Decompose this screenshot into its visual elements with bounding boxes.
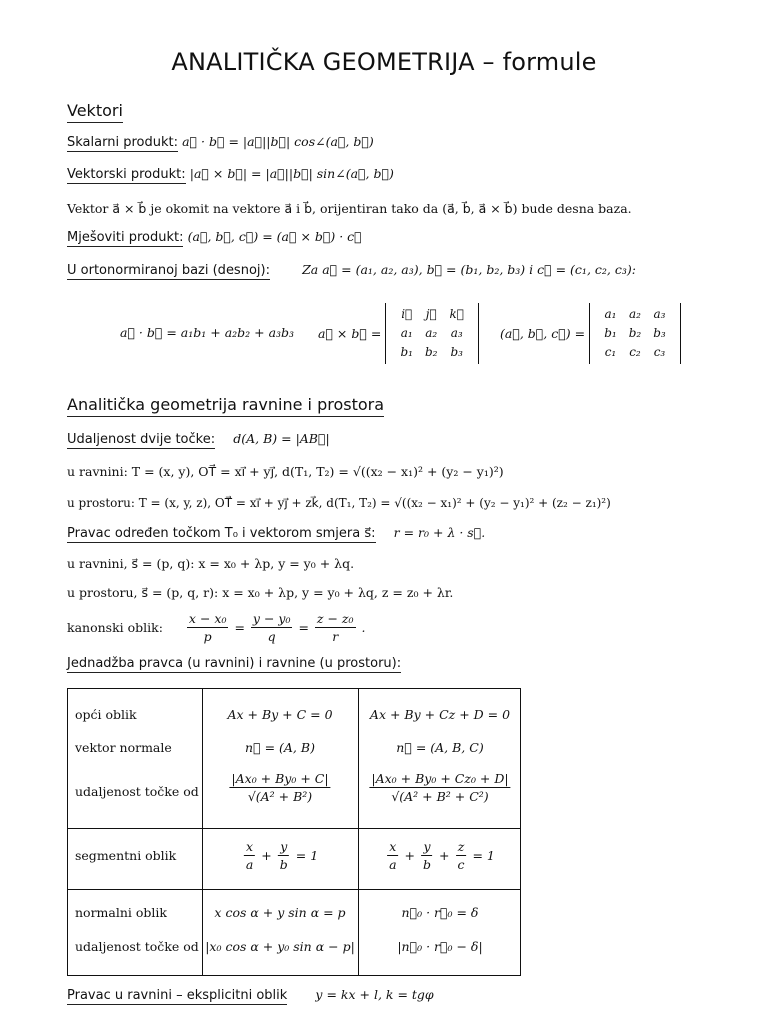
pravac-prostoru-line: u prostoru, s⃗ = (p, q, r): x = x₀ + λp, y = y₀ + λq, z = z₀ + λr. xyxy=(67,585,454,600)
fraction-denominator: b xyxy=(279,857,288,872)
ortonormirana-baza-row xyxy=(67,262,636,278)
cross-cell: i⃗ xyxy=(401,307,413,321)
table-label-normalni-oblik: normalni oblik xyxy=(75,905,167,920)
kanonski-fraction xyxy=(251,611,293,644)
fraction-denominator: √(A² + B² + C²) xyxy=(391,789,489,804)
fraction-denominator: b xyxy=(423,857,432,872)
udaljenost-ravnini-line: u ravnini: T = (x, y), OT⃗ = xi⃗ + yj⃗, d(T₁, T₂) = √((x₂ − x₁)² + (y₂ − y₁)²) xyxy=(67,464,504,479)
table-label-segmentni-oblik: segmentni oblik xyxy=(75,848,177,863)
cross-cell: j⃗ xyxy=(425,307,437,321)
triple-cell: b₁ xyxy=(604,326,617,340)
pravac-tockom-formula: r = r₀ + λ · s⃗. xyxy=(393,525,486,540)
pravac-tockom-row xyxy=(67,525,485,541)
normalni-oblik-2d: x cos α + y sin α = p xyxy=(214,905,346,920)
pravac-tockom-label: Pravac određen točkom T₀ i vektorom smjera s⃗: xyxy=(67,526,376,541)
fraction-denominator: a xyxy=(389,857,397,872)
kanonski-fraction xyxy=(187,611,229,644)
opci-oblik-3d: Ax + By + Cz + D = 0 xyxy=(369,707,511,722)
jednadzba-pravca-label: Jednadžba pravca (u ravnini) i ravnine (u prostoru): xyxy=(67,656,402,671)
segment-fraction xyxy=(244,839,255,872)
ortonormirana-baza-label: U ortonormiranoj bazi (desnoj): xyxy=(67,263,270,278)
udaljenost-normalni-3d: |n⃗₀ · r⃗₀ − δ| xyxy=(397,939,483,954)
fraction-numerator: y xyxy=(423,839,431,854)
triple-cell: c₂ xyxy=(629,345,641,359)
udaljenost-tocaka-row xyxy=(67,431,330,447)
vektorski-produkt-row xyxy=(67,166,394,182)
udaljenost-normalni-2d: |x₀ cos α + y₀ sin α − p| xyxy=(205,939,355,954)
segmentni-oblik-2d xyxy=(242,839,318,872)
cross-cell: a₃ xyxy=(450,326,463,340)
formula-table xyxy=(67,688,521,976)
mjesoviti-produkt-label: Mješoviti produkt: xyxy=(67,230,184,245)
vektor-normale-3d: n⃗ = (A, B, C) xyxy=(396,740,484,755)
table-divider xyxy=(358,689,359,975)
eksplicitni-oblik-formula: y = kx + l, k = tgφ xyxy=(315,987,434,1002)
mjesoviti-produkt-formula: (a⃗, b⃗, c⃗) = (a⃗ × b⃗) · c⃗ xyxy=(187,229,362,244)
udaljenost-tocaka-label: Udaljenost dvije točke: xyxy=(67,432,216,447)
segment-fraction xyxy=(421,839,433,872)
fraction-denominator: p xyxy=(203,629,212,644)
udaljenost-3d-fraction xyxy=(369,771,510,804)
kanonski-oblik-row xyxy=(67,611,366,644)
triple-cell: a₃ xyxy=(653,307,666,321)
kanonski-oblik-label: kanonski oblik: xyxy=(67,620,163,635)
triple-product-matrix xyxy=(589,303,681,364)
table-divider xyxy=(202,689,203,975)
eksplicitni-oblik-row xyxy=(67,987,434,1003)
page-title: ANALITIČKA GEOMETRIJA – formule xyxy=(171,48,597,76)
table-label-vektor-normale: vektor normale xyxy=(75,740,172,755)
fraction-numerator: x xyxy=(389,839,397,854)
vektorski-produkt-label: Vektorski produkt: xyxy=(67,167,186,182)
vektor-normale-2d: n⃗ = (A, B) xyxy=(245,740,315,755)
table-label-udaljenost: udaljenost točke od xyxy=(75,784,199,799)
triple-cell: a₂ xyxy=(628,307,641,321)
triple-cell: a₁ xyxy=(604,307,617,321)
plus-sign: + xyxy=(404,848,416,863)
pravac-ravnini-line: u ravnini, s⃗ = (p, q): x = x₀ + λp, y = y₀ + λq. xyxy=(67,556,355,571)
triple-cell: b₂ xyxy=(628,326,642,340)
cross-product-matrix xyxy=(385,303,478,364)
segmentni-rhs: = 1 xyxy=(472,848,495,863)
equals-sign: = xyxy=(234,620,245,635)
equals-sign: = xyxy=(298,620,309,635)
cross-product-determinant xyxy=(318,303,479,364)
triple-product-lhs: (a⃗, b⃗, c⃗) = xyxy=(500,326,586,341)
cross-cell: a₁ xyxy=(400,326,413,340)
cross-product-lhs: a⃗ × b⃗ = xyxy=(318,326,382,341)
fraction-numerator: y − y₀ xyxy=(252,611,291,626)
vektor-okomitost-sentence: Vektor a⃗ × b⃗ je okomit na vektore a⃗ i b⃗, orijentiran tako da (a⃗, b⃗, a⃗ × b⃗) bude desna baza. xyxy=(67,201,632,216)
cross-cell: a₂ xyxy=(425,326,438,340)
section-heading-vektori: Vektori xyxy=(67,101,123,123)
table-divider xyxy=(68,828,520,829)
normalni-oblik-3d: n⃗₀ · r⃗₀ = δ xyxy=(401,905,479,920)
table-label-opci-oblik: opći oblik xyxy=(75,707,137,722)
skalarni-produkt-formula: a⃗ · b⃗ = |a⃗||b⃗| cos∠(a⃗, b⃗) xyxy=(182,134,374,149)
udaljenost-3d xyxy=(367,771,512,804)
triple-cell: b₃ xyxy=(653,326,666,340)
table-label-udaljenost-normalni: udaljenost točke od xyxy=(75,939,199,954)
plus-sign: + xyxy=(439,848,450,863)
fraction-numerator: y xyxy=(280,839,288,854)
triple-cell: c₃ xyxy=(653,345,666,359)
segmentni-rhs: = 1 xyxy=(295,848,319,863)
udaljenost-2d-fraction xyxy=(229,771,330,804)
fraction-denominator: √(A² + B²) xyxy=(247,789,313,804)
triple-cell: c₁ xyxy=(604,345,617,359)
fraction-numerator: |Ax₀ + By₀ + Cz₀ + D| xyxy=(371,771,509,786)
udaljenost-prostoru-line: u prostoru: T = (x, y, z), OT⃗ = xi⃗ + yj⃗ + zk⃗, d(T₁, T₂) = √((x₂ − x₁)² + (y₂ − y₁)² + (z₂ − z₁)²) xyxy=(67,496,611,510)
fraction-denominator: a xyxy=(245,857,254,872)
plus-sign: + xyxy=(261,848,272,863)
udaljenost-tocaka-formula: d(A, B) = |AB⃗| xyxy=(233,431,330,446)
segment-fraction xyxy=(455,839,466,872)
fraction-numerator: z xyxy=(457,839,465,854)
fraction-denominator: q xyxy=(267,629,276,644)
segment-fraction xyxy=(278,839,290,872)
fraction-numerator: |Ax₀ + By₀ + C| xyxy=(231,771,329,786)
fraction-numerator: x − x₀ xyxy=(188,611,227,626)
cross-cell: b₂ xyxy=(424,345,438,359)
cross-cell: k⃗ xyxy=(449,307,464,321)
ortonormirana-baza-formula: Za a⃗ = (a₁, a₂, a₃), b⃗ = (b₁, b₂, b₃) i c⃗ = (c₁, c₂, c₃): xyxy=(302,262,636,277)
fraction-numerator: x xyxy=(246,839,254,854)
fraction-denominator: r xyxy=(332,629,339,644)
fraction-denominator: c xyxy=(457,857,465,872)
triple-product-determinant xyxy=(500,303,681,364)
skalarni-produkt-row xyxy=(67,134,374,150)
eksplicitni-oblik-label: Pravac u ravnini – eksplicitni oblik xyxy=(67,988,288,1003)
table-divider xyxy=(68,889,520,890)
segmentni-oblik-3d xyxy=(385,839,495,872)
fraction-numerator: z − z₀ xyxy=(316,611,354,626)
udaljenost-2d xyxy=(227,771,332,804)
section-heading-geometrija: Analitička geometrija ravnine i prostora xyxy=(67,395,384,417)
mjesoviti-produkt-row xyxy=(67,229,362,245)
cross-cell: b₁ xyxy=(400,345,413,359)
skalarni-produkt-label: Skalarni produkt: xyxy=(67,135,178,150)
segment-fraction xyxy=(387,839,398,872)
kanonski-fraction xyxy=(315,611,356,644)
dot-product-coordinates: a⃗ · b⃗ = a₁b₁ + a₂b₂ + a₃b₃ xyxy=(120,325,295,340)
cross-cell: b₃ xyxy=(450,345,463,359)
opci-oblik-2d: Ax + By + C = 0 xyxy=(227,707,333,722)
period: . xyxy=(361,620,366,635)
vektorski-produkt-formula: |a⃗ × b⃗| = |a⃗||b⃗| sin∠(a⃗, b⃗) xyxy=(189,166,394,181)
